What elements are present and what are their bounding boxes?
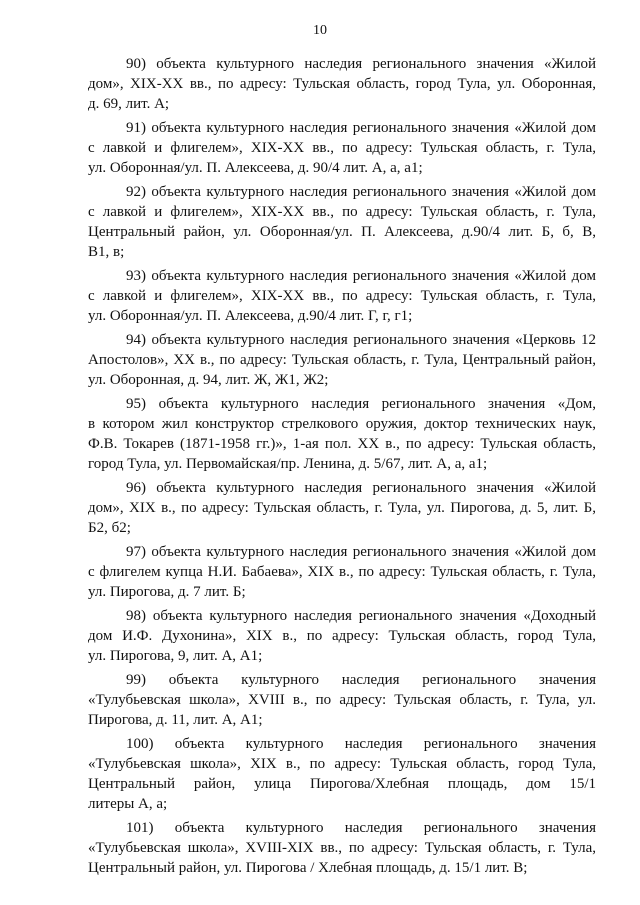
text-line: д. 69, лит. А; bbox=[88, 96, 170, 112]
text-line: «Тулубьевская школа», XIX в., по адресу: Тульская область, город Тула, bbox=[88, 756, 596, 772]
text-line: с лавкой и флигелем», XIX-XX вв., по адресу: Тульская область, г. Тула, bbox=[88, 140, 596, 156]
text-line: 93) объекта культурного наследия регионального значения «Жилой дом bbox=[126, 268, 596, 284]
text-line: дом И.Ф. Духонина», XIX в., по адресу: Тульская область, город Тула, bbox=[88, 628, 596, 644]
text-line: ул. Оборонная/ул. П. Алексеева, д.90/4 лит. Г, г, г1; bbox=[88, 308, 413, 324]
text-line: литеры А, а; bbox=[88, 796, 168, 812]
list-item bbox=[88, 394, 596, 474]
list-item bbox=[88, 54, 596, 114]
text-line: 97) объекта культурного наследия регионального значения «Жилой дом bbox=[126, 544, 596, 560]
text-line: с флигелем купца Н.И. Бабаева», XIX в., по адресу: Тульская область, г. Тула, bbox=[88, 564, 596, 580]
text-line: 100) объекта культурного наследия регионального значения bbox=[126, 736, 596, 752]
text-line: 91) объекта культурного наследия регионального значения «Жилой дом bbox=[126, 120, 596, 136]
document-body bbox=[88, 54, 596, 882]
text-line: 94) объекта культурного наследия регионального значения «Церковь 12 bbox=[126, 332, 596, 348]
text-line: 95) объекта культурного наследия регионального значения «Дом, bbox=[126, 396, 596, 412]
list-item bbox=[88, 182, 596, 262]
text-line: в котором жил конструктор стрелкового оружия, доктор технических наук, bbox=[88, 416, 596, 432]
text-line: 92) объекта культурного наследия регионального значения «Жилой дом bbox=[126, 184, 596, 200]
text-line: ул. Пирогова, д. 7 лит. Б; bbox=[88, 584, 246, 600]
list-item bbox=[88, 606, 596, 666]
text-line: «Тулубьевская школа», XVIII-XIX вв., по адресу: Тульская область, г. Тула, bbox=[88, 840, 596, 856]
text-line: 98) объекта культурного наследия регионального значения «Доходный bbox=[126, 608, 596, 624]
list-item bbox=[88, 670, 596, 730]
list-item bbox=[88, 818, 596, 878]
text-line: город Тула, ул. Первомайская/пр. Ленина, д. 5/67, лит. А, а, а1; bbox=[88, 456, 488, 472]
text-line: ул. Оборонная, д. 94, лит. Ж, Ж1, Ж2; bbox=[88, 372, 329, 388]
text-line: «Тулубьевская школа», XVIII в., по адресу: Тульская область, г. Тула, ул. bbox=[88, 692, 596, 708]
text-line: с лавкой и флигелем», XIX-XX вв., по адресу: Тульская область, г. Тула, bbox=[88, 204, 596, 220]
text-line: Центральный район, ул. Оборонная/ул. П. Алексеева, д.90/4 лит. Б, б, В, bbox=[88, 224, 596, 240]
list-item bbox=[88, 478, 596, 538]
text-line: Пирогова, д. 11, лит. А, А1; bbox=[88, 712, 263, 728]
list-item bbox=[88, 542, 596, 602]
text-line: Ф.В. Токарев (1871-1958 гг.)», 1-ая пол. XX в., по адресу: Тульская область, bbox=[88, 436, 596, 452]
text-line: Центральный район, улица Пирогова/Хлебная площадь, дом 15/1 bbox=[88, 776, 596, 792]
text-line: ул. Оборонная/ул. П. Алексеева, д. 90/4 лит. А, а, а1; bbox=[88, 160, 423, 176]
text-line: ул. Пирогова, 9, лит. А, А1; bbox=[88, 648, 263, 664]
text-line: дом», XIX в., по адресу: Тульская область, г. Тула, ул. Пирогова, д. 5, лит. Б, bbox=[88, 500, 596, 516]
text-line: 96) объекта культурного наследия регионального значения «Жилой bbox=[126, 480, 596, 496]
list-item bbox=[88, 330, 596, 390]
text-line: 90) объекта культурного наследия регионального значения «Жилой bbox=[126, 56, 596, 72]
text-line: дом», XIX-XX вв., по адресу: Тульская область, город Тула, ул. Оборонная, bbox=[88, 76, 596, 92]
text-line: В1, в; bbox=[88, 244, 125, 260]
text-line: Апостолов», XX в., по адресу: Тульская область, г. Тула, Центральный район, bbox=[88, 352, 596, 368]
page-number: 10 bbox=[313, 23, 327, 38]
list-item bbox=[88, 118, 596, 178]
text-line: Центральный район, ул. Пирогова / Хлебная площадь, д. 15/1 лит. В; bbox=[88, 860, 528, 876]
list-item bbox=[88, 266, 596, 326]
text-line: 99) объекта культурного наследия регионального значения bbox=[126, 672, 596, 688]
text-line: 101) объекта культурного наследия регионального значения bbox=[126, 820, 596, 836]
text-line: Б2, б2; bbox=[88, 520, 131, 536]
text-line: с лавкой и флигелем», XIX-XX вв., по адресу: Тульская область, г. Тула, bbox=[88, 288, 596, 304]
list-item bbox=[88, 734, 596, 814]
